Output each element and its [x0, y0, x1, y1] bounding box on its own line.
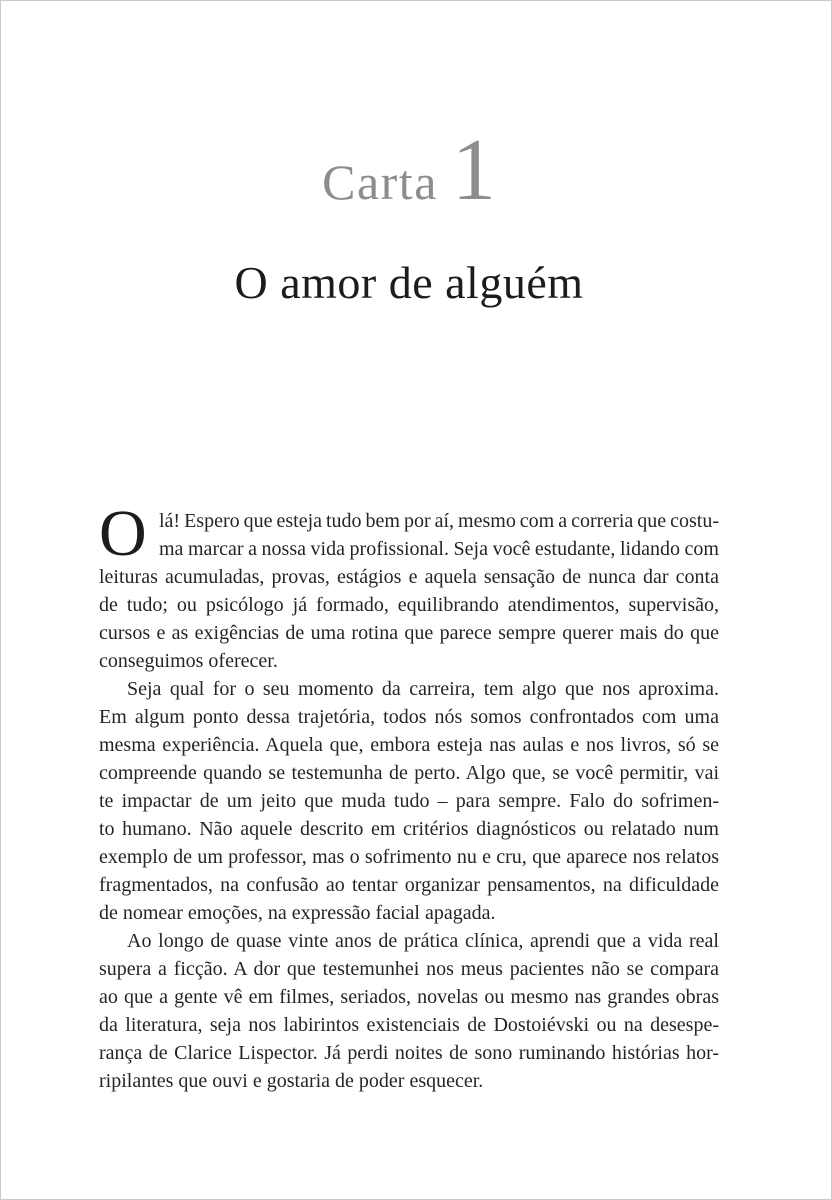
text-line	[99, 591, 719, 619]
chapter-label: Carta	[322, 154, 438, 210]
paragraph	[99, 497, 719, 675]
text-line-content: Em algum ponto dessa trajetória, todos nós somos confrontados com uma	[99, 706, 719, 728]
text-line	[99, 675, 719, 703]
text-line	[99, 899, 719, 927]
drop-cap: O	[99, 497, 147, 570]
text-line-content: cursos e as exigências de uma rotina que parece sempre querer mais do que	[99, 622, 719, 644]
text-line-content: mesma experiência. Aquela que, embora esteja nas aulas e nos livros, só se	[99, 734, 719, 756]
text-line-content: de tudo; ou psicólogo já formado, equilibrando atendimentos, supervisão,	[99, 594, 719, 616]
text-line	[99, 955, 719, 983]
text-line-content: to humano. Não aquele descrito em critérios diagnósticos ou relatado num	[99, 818, 719, 840]
text-line-content: exemplo de um professor, mas o sofrimento nu e cru, que aparece nos relatos	[99, 846, 719, 868]
text-line	[99, 703, 719, 731]
text-line-content: ma marcar a nossa vida profissional. Seja você estudante, lidando com	[159, 538, 719, 560]
text-line	[159, 535, 719, 563]
text-line	[99, 647, 719, 675]
text-line-content: conseguimos oferecer.	[99, 650, 278, 672]
text-line	[99, 927, 719, 955]
text-line-content: te impactar de um jeito que muda tudo – para sempre. Falo do sofrimen-	[99, 790, 719, 812]
text-line	[99, 1039, 719, 1067]
text-line	[99, 815, 719, 843]
text-line-content: Ao longo de quase vinte anos de prática clínica, aprendi que a vida real	[127, 930, 719, 952]
text-line	[159, 507, 719, 535]
text-line	[99, 983, 719, 1011]
text-line	[99, 843, 719, 871]
text-line-content: ao que a gente vê em filmes, seriados, novelas ou mesmo nas grandes obras	[99, 986, 719, 1008]
text-line	[99, 731, 719, 759]
text-line	[99, 759, 719, 787]
paragraph	[99, 927, 719, 1095]
text-line-content: lá! Espero que esteja tudo bem por aí, mesmo com a correria que costu-	[159, 510, 719, 532]
text-line	[99, 1067, 719, 1095]
text-line-content: de nomear emoções, na expressão facial apagada.	[99, 902, 496, 924]
paragraph	[99, 675, 719, 927]
text-line-content: ripilantes que ouvi e gostaria de poder esquecer.	[99, 1070, 484, 1092]
text-line	[99, 1011, 719, 1039]
chapter-heading	[99, 122, 719, 219]
text-line-content: Seja qual for o seu momento da carreira, tem algo que nos aproxima.	[127, 678, 719, 700]
chapter-number: 1	[451, 122, 496, 219]
text-line-content: leituras acumuladas, provas, estágios e aquela sensação de nunca dar conta	[99, 566, 719, 588]
text-line	[99, 787, 719, 815]
text-line-content: supera a ficção. A dor que testemunhei nos meus pacientes não se compara	[99, 958, 719, 980]
text-line-content: da literatura, seja nos labirintos existenciais de Dostoiévski ou na desespe-	[99, 1014, 719, 1036]
body-text	[99, 497, 719, 1095]
text-line-content: rança de Clarice Lispector. Já perdi noites de sono ruminando histórias hor-	[99, 1042, 719, 1064]
text-line	[99, 871, 719, 899]
chapter-title: O amor de alguém	[234, 257, 584, 308]
text-line-content: compreende quando se testemunha de perto. Algo que, se você permitir, vai	[99, 762, 719, 784]
text-line-content: fragmentados, na confusão ao tentar organizar pensamentos, na dificuldade	[99, 874, 719, 896]
text-line	[99, 563, 719, 591]
text-line	[99, 619, 719, 647]
